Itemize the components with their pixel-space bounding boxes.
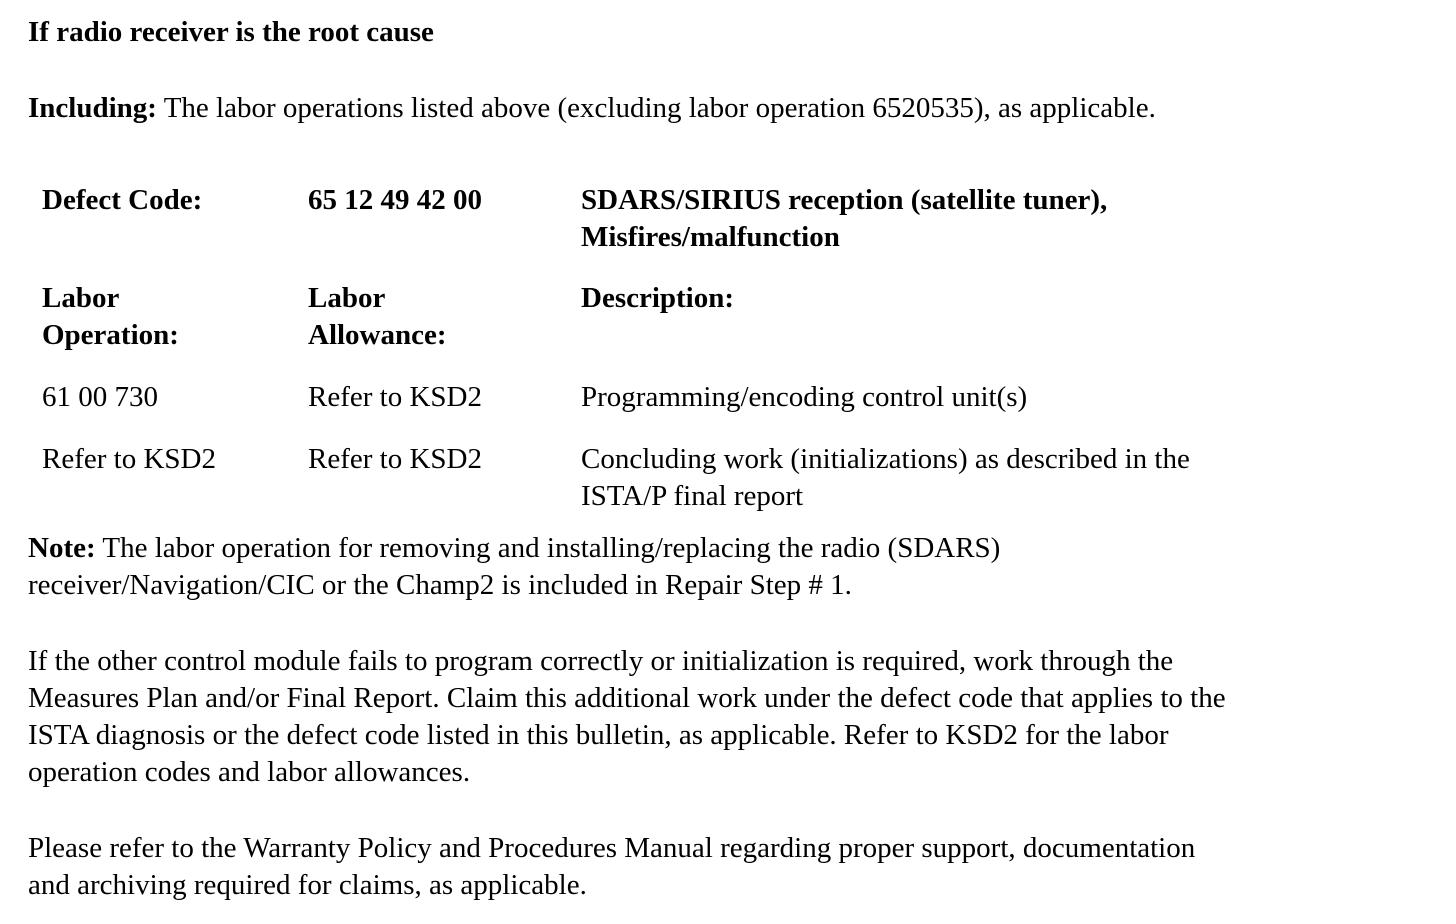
- defect-description-line1: SDARS/SIRIUS reception (satellite tuner),: [581, 184, 1108, 216]
- row-description-line1: Programming/encoding control unit(s): [581, 381, 1028, 413]
- note-label: Note:: [28, 532, 96, 564]
- warranty-paragraph: [28, 830, 1428, 904]
- header-labor-operation-line1: Labor: [42, 282, 120, 314]
- warranty-line2: and archiving required for claims, as applicable.: [28, 869, 587, 901]
- row-description: [581, 441, 1381, 515]
- row-description-line2: ISTA/P final report: [581, 480, 804, 512]
- note-line1: The labor operation for removing and installing/replacing the radio (SDARS): [102, 532, 1001, 564]
- header-labor-allowance: [308, 280, 568, 354]
- row-operation: Refer to KSD2: [42, 443, 216, 475]
- header-labor-operation-line2: Operation:: [42, 319, 179, 351]
- defect-description-line2: Misfires/malfunction: [581, 221, 840, 253]
- row-description: [581, 379, 1381, 416]
- note-line2: receiver/Navigation/CIC or the Champ2 is included in Repair Step # 1.: [28, 569, 852, 601]
- including-label: Including:: [28, 92, 157, 124]
- header-labor-operation: [42, 280, 292, 354]
- header-description: Description:: [581, 282, 735, 314]
- section-heading: If radio receiver is the root cause: [28, 16, 434, 48]
- other-module-line1: If the other control module fails to program correctly or initialization is required, work through the: [28, 645, 1174, 677]
- row-description-line1: Concluding work (initializations) as described in the: [581, 443, 1190, 475]
- defect-code-label: Defect Code:: [42, 184, 203, 216]
- including-paragraph: [28, 90, 1428, 127]
- defect-code-description: [581, 182, 1381, 256]
- header-labor-allowance-line2: Allowance:: [308, 319, 447, 351]
- warranty-line1: Please refer to the Warranty Policy and Procedures Manual regarding proper support, documentation: [28, 832, 1196, 864]
- other-module-paragraph: [28, 643, 1428, 791]
- defect-code-value: 65 12 49 42 00: [308, 184, 482, 216]
- other-module-line2: Measures Plan and/or Final Report. Claim this additional work under the defect code that applies to the: [28, 682, 1226, 714]
- header-labor-allowance-line1: Labor: [308, 282, 386, 314]
- row-allowance: Refer to KSD2: [308, 443, 482, 475]
- other-module-line3: ISTA diagnosis or the defect code listed in this bulletin, as applicable. Refer to KSD2 for the labor: [28, 719, 1169, 751]
- note-paragraph: [28, 530, 1428, 604]
- including-text: The labor operations listed above (excluding labor operation 6520535), as applicable.: [163, 92, 1156, 124]
- other-module-line4: operation codes and labor allowances.: [28, 756, 471, 788]
- row-allowance: Refer to KSD2: [308, 381, 482, 413]
- row-operation: 61 00 730: [42, 381, 158, 413]
